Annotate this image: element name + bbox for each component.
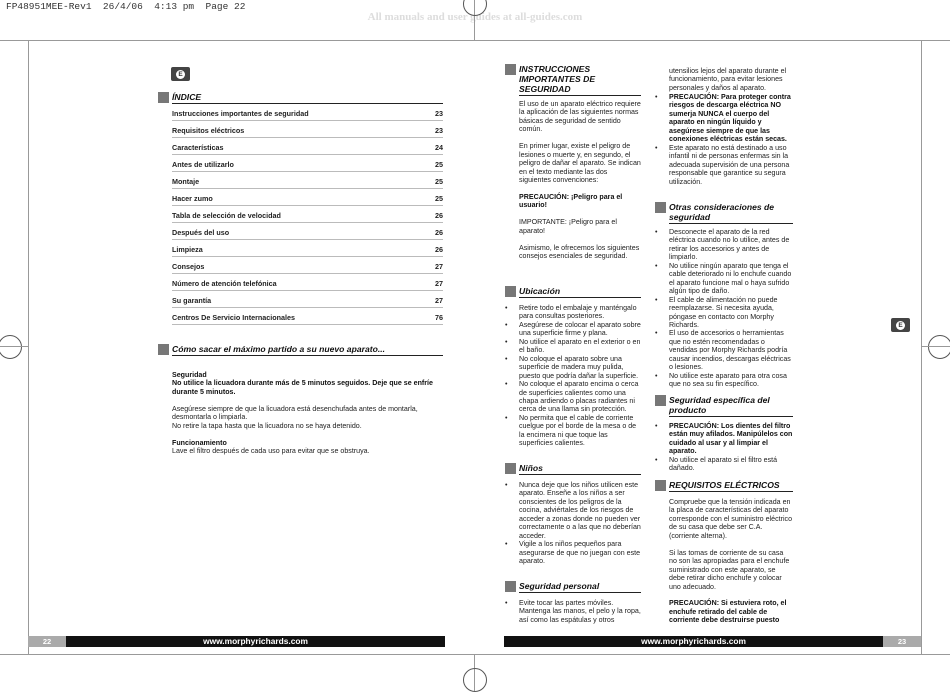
list-item: • Nunca deje que los niños utilicen este aparato. Enseñe a los niños a ser conscientes de los peligros de la cocina, adviértales de los riesgos de acceder a zonas donde no pueden ver correctamente o a las que no deberían acceder. [505,481,641,540]
toc-page: 25 [435,194,443,203]
col2-continuation: utensilios lejos del aparato durante el funcionamiento, para evitar lesiones personales y daños al aparato. [669,67,787,92]
toc-page: 76 [435,313,443,322]
toc-title: Limpieza [172,245,203,254]
print-slug: FP48951MEE-Rev1 26/4/06 4:13 pm Page 22 [6,1,246,12]
language-badge: E [171,67,190,81]
index-title: ÍNDICE [172,92,443,104]
list-item: • Retire todo el embalaje y manténgalo para consultas posteriores. [505,304,641,321]
page-number-left: 22 [28,636,66,647]
toc-page: 26 [435,228,443,237]
list-item: • No coloque el aparato sobre una superficie de madera muy pulida, puesto que podría dañar la superficie. [505,355,641,380]
seguridad-personal-list-cont [655,93,793,186]
toc-title: Tabla de selección de velocidad [172,211,281,220]
seguridad-especifica-title: Seguridad específica del producto [669,395,793,417]
watermark: All manuals and user guides at all-guides.com [367,11,583,23]
toc-page: 24 [435,143,443,152]
section-square-icon [505,286,516,297]
req-paragraph-2: Si las tomas de corriente de su casa no son las apropiadas para el enchufe suministrado con este aparato, se debe retirar dicho enchufe y colocar uno adecuado. [669,548,790,591]
section-square-icon [655,480,666,491]
list-item: • Desconecte el aparato de la red eléctrica cuando no lo utilice, antes de retirar los accesorios y antes de limpiarlo. [655,228,793,262]
requisitos-electricos-title: REQUISITOS ELÉCTRICOS [669,480,793,492]
crop-mark-right-mid [921,346,950,347]
toc-title: Número de atención telefónica [172,279,277,288]
toc-title: Su garantía [172,296,212,305]
seguridad-personal-title: Seguridad personal [519,581,641,593]
toc-row [172,172,443,189]
footer-url-left: www.morphyrichards.com [203,636,308,646]
list-item: • No coloque el aparato encima o cerca de superficies calientes como una chapa ardiendo o placas radiantes ni cerca de una llama sin protección. [505,380,641,414]
toc-row [172,257,443,274]
list-item [655,93,793,144]
precaucion-filtro: PRECAUCIÓN: Los dientes del filtro están muy afilados. Manipúlelos con cuidado al usar y al limpiar el aparato. [669,422,793,456]
toc-page: 23 [435,126,443,135]
list-item: • No utilice este aparato para otra cosa que no sea su fin específico. [655,372,793,389]
requisitos-body [669,498,793,633]
registration-mark-left [0,335,22,359]
ubicacion-list [505,304,641,448]
seguridad-warning: No utilice la licuadora durante más de 5 minutos seguidos. Deje que se enfríe durante 5 minutos. [172,379,433,396]
toc-row [172,189,443,206]
toc-row [172,104,443,121]
list-item: • No utilice el aparato si el filtro está dañado. [655,456,793,473]
crop-line-top [0,40,950,41]
otras-consideraciones-title: Otras consideraciones de seguridad [669,202,793,224]
toc-page: 23 [435,109,443,118]
toc-title: Hacer zumo [172,194,213,203]
toc-title: Consejos [172,262,205,271]
toc-title: Requisitos eléctricos [172,126,245,135]
list-item: • El cable de alimentación no puede reemplazarse. Si necesita ayuda, póngase en contacto con Morphy Richards. [655,296,793,330]
otras-consideraciones-list [655,228,793,389]
list-item: • No utilice el aparato en el exterior o en el baño. [505,338,641,355]
list-item: • Asegúrese de colocar el aparato sobre una superficie firme y plana. [505,321,641,338]
list-item: • El uso de accesorios o herramientas que no estén recomendadas o vendidas por Morphy Richards podría causar incendios, descargas eléctricas o lesiones. [655,329,793,371]
toc-page: 27 [435,296,443,305]
ninos-title: Niños [519,463,641,475]
registration-mark-bottom [463,668,487,692]
toc-row [172,308,443,325]
toc-page: 26 [435,211,443,220]
list-item: • Evite tocar las partes móviles. Mantenga las manos, el pelo y la ropa, así como las espátulas y otros [505,599,641,624]
toc-title: Después del uso [172,228,230,237]
instr-paragraph-1: El uso de un aparato eléctrico requiere la aplicación de las siguientes normas básicas de seguridad de sentido común. [519,100,641,134]
instr-paragraph-5: Asimismo, le ofrecemos los siguientes consejos esenciales de seguridad. [519,243,640,261]
crop-line-left [28,40,29,654]
section-square-icon [505,463,516,474]
toc-title: Centros De Servicio Internacionales [172,313,296,322]
footer-url-right: www.morphyrichards.com [641,636,746,646]
toc-page: 26 [435,245,443,254]
list-item: • No permita que el cable de corriente cuelgue por el borde de la mesa o de la encimera ni que toque las superficies calientes. [505,414,641,448]
crop-line-right [921,40,922,654]
ninos-list [505,481,641,566]
list-item [655,422,793,456]
toc-row [172,138,443,155]
funcionamiento-text: Lave el filtro después de cada uso para evitar que se obstruya. [172,447,370,456]
seguridad-text-2: No retire la tapa hasta que la licuadora no se haya detenido. [172,421,362,430]
seguridad-heading: Seguridad [172,371,207,379]
toc-row [172,291,443,308]
list-item: • Este aparato no está destinado a uso infantil ni de personas enfermas sin la adecuada supervisión de una persona responsable que garantice su segura utilización. [655,144,793,186]
toc-page: 27 [435,262,443,271]
seguridad-text-1: Asegúrese siempre de que la licuadora está desenchufada antes de montarla, desmontarla o limpiarla. [172,404,418,422]
seguridad-personal-list [505,599,641,624]
toc-page: 27 [435,279,443,288]
instr-precaucion: PRECAUCIÓN: ¡Peligro para el usuario! [519,192,623,210]
list-item: • Vigile a los niños pequeños para asegurarse de que no juegan con este aparato. [505,540,641,565]
seguridad-especifica-list [655,422,793,473]
toc-title: Características [172,143,224,152]
section-square-icon [505,64,516,75]
section-square-icon [655,395,666,406]
registration-mark-right [928,335,950,359]
precaucion-descarga: PRECAUCIÓN: Para proteger contra riesgos de descarga eléctrica NO sumerja NUNCA el cuerpo del aparato en ningún líquido y asegúrese siempre de que las conexiones eléctricas están secas. [669,93,791,144]
ubicacion-title: Ubicación [519,286,641,298]
req-precaucion: PRECAUCIÓN: Si estuviera roto, el enchufe retirado del cable de corriente debe destruirse puesto [669,599,787,625]
crop-line-bottom [0,654,950,655]
section-square-icon [505,581,516,592]
page-number-right: 23 [883,636,921,647]
req-paragraph-1: Compruebe que la tensión indicada en la placa de características del aparato corresponde con el suministro eléctrico de su casa que debe ser C.A. (corriente alterna). [669,498,793,540]
instr-importante: IMPORTANTE: ¡Peligro para el aparato! [519,218,617,235]
section-square-icon [158,344,169,355]
section-title-maximo-partido: Cómo sacar el máximo partido a su nuevo aparato... [172,344,443,356]
toc-title: Antes de utilizarlo [172,160,234,169]
language-badge-right: E [891,318,910,332]
instrucciones-body [519,100,641,269]
toc-page: 25 [435,177,443,186]
toc-row [172,223,443,240]
instrucciones-title: INSTRUCCIONES IMPORTANTES DE SEGURIDAD [519,64,641,96]
section-square-icon [655,202,666,213]
toc-row [172,121,443,138]
instr-paragraph-2: En primer lugar, existe el peligro de lesiones o muerte y, en segundo, el peligro de dañar el aparato. Se indican en el texto mediante las dos siguientes convenciones: [519,142,641,185]
toc-row [172,274,443,291]
left-body-text [172,371,447,456]
list-item: • No utilice ningún aparato que tenga el cable deteriorado ni lo enchufe cuando el aparato funcione mal o haya sufrido algún tipo de daño. [655,262,793,296]
toc-page: 25 [435,160,443,169]
toc-title: Montaje [172,177,200,186]
section-square-icon [158,92,169,103]
toc-row [172,206,443,223]
crop-mark-left-mid [0,346,28,347]
funcionamiento-heading: Funcionamiento [172,438,227,447]
toc-row [172,155,443,172]
toc-row [172,240,443,257]
toc-title: Instrucciones importantes de seguridad [172,109,309,118]
